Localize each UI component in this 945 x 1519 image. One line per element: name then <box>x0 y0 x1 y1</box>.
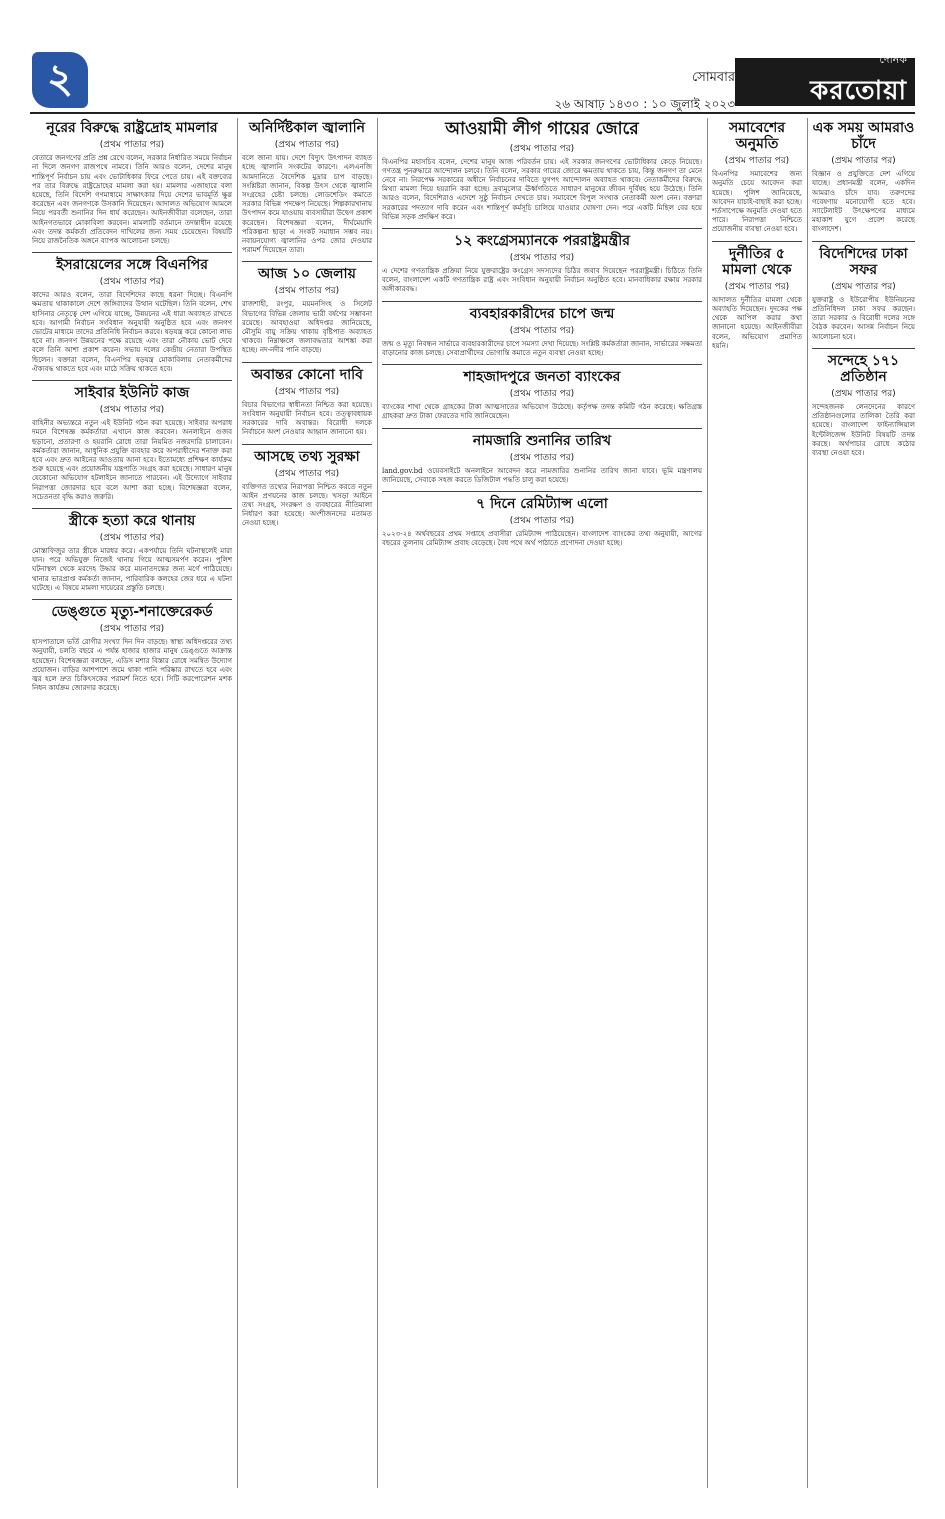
column-4 <box>712 118 802 357</box>
news-article <box>382 120 702 222</box>
news-article <box>712 241 802 351</box>
article-separator <box>242 261 372 262</box>
continuation-note: (প্রথম পাতার পর) <box>509 325 575 336</box>
news-article <box>32 508 232 593</box>
article-separator <box>382 301 702 302</box>
column-5 <box>812 118 915 464</box>
logo-small-text: দৈনিক <box>879 52 907 66</box>
news-article <box>32 252 232 374</box>
continuation-note: (প্রথম পাতার পর) <box>99 624 165 635</box>
article-headline: দুর্নীতির ৫ মামলা থেকে <box>722 245 792 278</box>
continuation-note: (প্রথম পাতার পর) <box>274 286 340 297</box>
news-article <box>32 599 232 693</box>
news-article <box>32 380 232 502</box>
article-body: জন্ম ও মৃত্যু নিবন্ধন সার্ভারে ব্যবহারকারীদের চাপে সমস্যা দেখা দিয়েছে। সংশ্লিষ্ট কর্মকর্তারা জানান, সার্ভারের সক্ষমতা বাড়ানোর কাজ চলছে। সেবাপ্রার্থীদের ভোগান্তি কমাতে নতুন ব্যবস্থা নেওয়া হচ্ছে। <box>382 339 702 357</box>
news-article <box>812 120 915 235</box>
article-separator <box>382 364 702 365</box>
continuation-note: (প্রথম পাতার পর) <box>724 156 790 167</box>
news-article <box>242 261 372 355</box>
article-body: বিজ্ঞান ও প্রযুক্তিতে দেশ এগিয়ে যাচ্ছে। প্রধানমন্ত্রী বলেন, একদিন আমরাও চাঁদে যাব। তরুণদের গবেষণায় মনোযোগী হতে হবে। স্যাটেলাইট উৎক্ষেপণের মাধ্যমে মহাকাশ যুগে প্রবেশ করেছে বাংলাদেশ। <box>812 170 915 234</box>
article-separator <box>382 491 702 492</box>
article-separator <box>242 362 372 363</box>
article-separator <box>32 508 232 509</box>
news-article <box>382 301 702 359</box>
article-headline: সন্দেহে ১৭১ প্রতিষ্ঠান <box>827 352 900 385</box>
article-separator <box>32 599 232 600</box>
article-body: রাজশাহী, রংপুর, ময়মনসিংহ ও সিলেট বিভাগের বিভিন্ন জেলায় ভারী বর্ষণের সম্ভাবনা রয়েছে। আবহাওয়া অধিদপ্তর জানিয়েছে, মৌসুমি বায়ু সক্রিয় থাকায় বৃষ্টিপাত অব্যাহত থাকবে। নিম্নাঞ্চলে জলাবদ্ধতার আশঙ্কা করা হচ্ছে। নদ-নদীর পানি বাড়ছে। <box>242 300 372 355</box>
column-divider <box>237 118 238 1488</box>
article-headline: এক সময় আমরাও চাঁদে <box>812 120 915 153</box>
article-headline: বিদেশিদের ঢাকা সফর <box>819 245 908 278</box>
news-article <box>812 348 915 458</box>
continuation-note: (প্রথম পাতার পর) <box>509 452 575 463</box>
article-separator <box>382 428 702 429</box>
continuation-note: (প্রথম পাতার পর) <box>724 281 790 292</box>
column-3 <box>382 118 702 555</box>
column-divider <box>807 118 808 1488</box>
article-body: land.gov.bd ওয়েবসাইটে অনলাইনে আবেদন করে নামজারির শুনানির তারিখ জানা যাবে। ভূমি মন্ত্রণালয় জানিয়েছে, সেবাকে সহজ করতে ডিজিটাল পদ্ধতি চালু করা হয়েছে। <box>382 466 702 484</box>
article-headline: ইসরায়েলের সঙ্গে বিএনপির <box>56 257 208 274</box>
article-headline: নামজারি শুনানির তারিখ <box>472 432 612 449</box>
article-body: বলে জানা যায়। দেশে বিদ্যুৎ উৎপাদন ব্যাহত হচ্ছে জ্বালানি সংকটের কারণে। এলএনজি আমদানিতে বৈদেশিক মুদ্রার চাপ বাড়ছে। সংশ্লিষ্টরা জানান, বিকল্প উৎস থেকে জ্বালানি সংগ্রহের চেষ্টা চলছে। লোডশেডিং কমাতে সরকার বিভিন্ন পদক্ষেপ নিয়েছে। শিল্পকারখানায় উৎপাদন কমে যাওয়ায় ব্যবসায়ীরা উদ্বেগ প্রকাশ করেছেন। বিশেষজ্ঞরা বলেন, দীর্ঘমেয়াদি পরিকল্পনা ছাড়া এ সংকট সমাধান সম্ভব নয়। নবায়নযোগ্য জ্বালানির ওপর জোর দেওয়ার পরামর্শ দিয়েছেন তারা। <box>242 154 372 255</box>
article-separator <box>32 252 232 253</box>
article-headline: ব্যবহারকারীদের চাপে জন্ম <box>469 305 615 322</box>
article-headline: নূরের বিরুদ্ধে রাষ্ট্রদ্রোহ মামলার <box>46 120 218 136</box>
day-label: সোমবার <box>691 70 735 85</box>
article-body: বেতারে জনগণের প্রতি প্রশ্ন রেখে বলেন, সরকার নির্ধারিত সময়ে নির্বাচন না দিলে জনগণ রাজপথে নামবে। তিনি আরও বলেন, দেশের মানুষ শান্তিপূর্ণ নির্বাচন চায় এবং ভোটাধিকার ফিরে পেতে চায়। এই বক্তব্যের পর তার বিরুদ্ধে রাষ্ট্রদ্রোহের মামলা করা হয়। মামলার এজাহারে বলা হয়েছে, তিনি বিদেশি গণমাধ্যমে সাক্ষাৎকার দিয়ে দেশের ভাবমূর্তি ক্ষুণ্ণ করেছেন এবং জনগণকে উসকানি দিয়েছেন। আদালত অভিযোগ আমলে নিয়ে পরবর্তী শুনানির দিন ধার্য করেছেন। আইনজীবীরা বলেছেন, তারা আইনগতভাবে মোকাবিলা করবেন। মামলাটি বর্তমানে তদন্তাধীন রয়েছে এবং তদন্ত কর্মকর্তা প্রতিবেদন দাখিলের জন্য সময় চেয়েছেন। বিষয়টি নিয়ে রাজনৈতিক অঙ্গনে ব্যাপক আলোচনা চলছে। <box>32 154 232 245</box>
article-body: বিএনপির সমাবেশের জন্য অনুমতি চেয়ে আবেদন করা হয়েছে। পুলিশ জানিয়েছে, আবেদন যাচাই-বাছাই করা হচ্ছে। শর্তসাপেক্ষে অনুমতি দেওয়া হতে পারে। নিরাপত্তা নিশ্চিতে প্রয়োজনীয় ব্যবস্থা নেওয়া হবে। <box>712 170 802 234</box>
article-separator <box>812 241 915 242</box>
continuation-note: (প্রথম পাতার পর) <box>99 533 165 544</box>
continuation-note: (প্রথম পাতার পর) <box>509 253 575 264</box>
article-body: সন্দেহজনক লেনদেনের কারণে প্রতিষ্ঠানগুলোর তালিকা তৈরি করা হয়েছে। বাংলাদেশ ফাইন্যান্সিয়াল ইন্টেলিজেন্স ইউনিট বিষয়টি তদন্ত করছে। অর্থপাচার রোধে কঠোর ব্যবস্থা নেওয়া হবে। <box>812 403 915 458</box>
article-headline: শাহজাদপুরে জনতা ব্যাংকের <box>463 369 621 386</box>
column-divider <box>707 118 708 1488</box>
article-headline: স্ত্রীকে হত্যা করে থানায় <box>68 512 196 529</box>
column-2 <box>242 118 372 535</box>
continuation-note: (প্রথম পাতার পর) <box>509 389 575 400</box>
news-article <box>812 241 915 342</box>
article-body: ব্যাংকের শাখা থেকে গ্রাহকের টাকা আত্মসাতের অভিযোগ উঠেছে। কর্তৃপক্ষ তদন্ত কমিটি গঠন করেছে। ক্ষতিগ্রস্ত গ্রাহকরা দ্রুত টাকা ফেরতের দাবি জানিয়েছেন। <box>382 403 702 421</box>
article-separator <box>32 380 232 381</box>
article-body: এ দেশের গণতান্ত্রিক প্রক্রিয়া নিয়ে যুক্তরাষ্ট্রের কংগ্রেস সদস্যদের চিঠির জবাব দিয়েছেন পররাষ্ট্রমন্ত্রী। চিঠিতে তিনি বলেন, বাংলাদেশ একটি গণতান্ত্রিক রাষ্ট্র এবং সংবিধান অনুযায়ী নির্বাচন অনুষ্ঠিত হবে। মানবাধিকার রক্ষায় সরকার অঙ্গীকারবদ্ধ। <box>382 267 702 294</box>
article-body: মোস্তাফিজুর তার স্ত্রীকে মারধর করে। একপর্যায়ে তিনি ঘটনাস্থলেই মারা যান। পরে অভিযুক্ত নিজেই থানায় গিয়ে আত্মসমর্পণ করেন। পুলিশ ঘটনাস্থল থেকে মরদেহ উদ্ধার করে ময়নাতদন্তের জন্য মর্গে পাঠিয়েছে। থানার ভারপ্রাপ্ত কর্মকর্তা জানান, পারিবারিক কলহের জের ধরে এ ঘটনা ঘটেছে। এ বিষয়ে মামলা দায়েরের প্রস্তুতি চলছে। <box>32 547 232 592</box>
news-article <box>32 120 232 246</box>
continuation-note: (প্রথম পাতার পর) <box>274 140 340 151</box>
article-separator <box>382 228 702 229</box>
article-headline: আজ ১০ জেলায় <box>258 266 356 283</box>
news-article <box>242 120 372 255</box>
article-headline: ডেঙ্গুতে মৃত্যু-শনাক্তেরেকর্ড <box>51 604 213 621</box>
news-article <box>242 444 372 529</box>
article-headline: আসছে তথ্য সুরক্ষা <box>254 448 360 465</box>
article-body: হাসপাতালে ভর্তি রোগীর সংখ্যা দিন দিন বাড়ছে। স্বাস্থ্য অধিদপ্তরের তথ্য অনুযায়ী, চলতি বছরে এ পর্যন্ত হাজার হাজার মানুষ ডেঙ্গুতে আক্রান্ত হয়েছেন। বিশেষজ্ঞরা বলছেন, এডিস মশার বিস্তার রোধে সমন্বিত উদ্যোগ প্রয়োজন। বাড়ির আশপাশে জমে থাকা পানি পরিষ্কার রাখতে হবে এবং জ্বর হলে দ্রুত চিকিৎসকের পরামর্শ নিতে হবে। সিটি করপোরেশন মশক নিধন কার্যক্রম জোরদার করেছে। <box>32 638 232 693</box>
article-headline: সাইবার ইউনিট কাজ <box>74 385 190 402</box>
article-headline: ১২ কংগ্রেসম্যানকে পররাষ্ট্রমন্ত্রীর <box>454 232 630 249</box>
article-separator <box>812 348 915 349</box>
continuation-note: (প্রথম পাতার পর) <box>274 386 340 397</box>
news-article <box>382 428 702 486</box>
continuation-note: (প্রথম পাতার পর) <box>509 516 575 527</box>
article-separator <box>712 241 802 242</box>
column-divider <box>377 118 378 1488</box>
news-article <box>382 364 702 422</box>
continuation-note: (প্রথম পাতার পর) <box>99 405 165 416</box>
article-body: বিএনপির মহাসচিব বলেন, দেশের মানুষ আজ পরিবর্তন চায়। এই সরকার জনগণের ভোটাধিকার কেড়ে নিয়েছে। গণতন্ত্র পুনরুদ্ধারে আন্দোলন চলবে। তিনি বলেন, সরকার গায়ের জোরে ক্ষমতায় থাকতে চায়, কিন্তু জনগণ তা মেনে নেবে না। নিরপেক্ষ সরকারের অধীনে নির্বাচনের দাবিতে যুগপৎ আন্দোলন অব্যাহত থাকবে। নেতাকর্মীদের বিরুদ্ধে মিথ্যা মামলা দিয়ে হয়রানি করা হচ্ছে। দ্রব্যমূল্যের ঊর্ধ্বগতিতে সাধারণ মানুষের জীবন দুর্বিষহ হয়ে উঠেছে। তিনি আরও বলেন, বিদেশিরাও এদেশে সুষ্ঠু নির্বাচন দেখতে চায়। সমাবেশে বিপুল সংখ্যক নেতাকর্মী অংশ নেন। বক্তারা সরকারের পদত্যাগ দাবি করেন এবং শান্তিপূর্ণ কর্মসূচি চালিয়ে যাওয়ার ঘোষণা দেন। পরে একটি মিছিল বের হয়ে বিভিন্ন সড়ক প্রদক্ষিণ করে। <box>382 157 702 221</box>
article-headline: সমাবেশের অনুমতি <box>728 120 786 153</box>
masthead-rule <box>30 112 915 114</box>
date-line: ২৬ আষাঢ় ১৪৩০ : ১০ জুলাই ২০২৩ <box>554 97 735 111</box>
continuation-note: (প্রথম পাতার পর) <box>509 143 575 154</box>
article-body: ২০২৩-২৪ অর্থবছরের প্রথম সপ্তাহে প্রবাসীরা রেমিট্যান্স পাঠিয়েছেন। বাংলাদেশ ব্যাংকের তথ্য অনুযায়ী, আগের বছরের তুলনায় রেমিট্যান্স প্রবাহ বেড়েছে। বৈধ পথে অর্থ পাঠাতে প্রণোদনা দেওয়া হচ্ছে। <box>382 530 702 548</box>
article-body: বিচার বিভাগের স্বাধীনতা নিশ্চিত করা হয়েছে। সংবিধান অনুযায়ী নির্বাচন হবে। তত্ত্বাবধায়ক সরকারের দাবি অবান্তর। বিরোধী দলকে নির্বাচনে অংশ নেওয়ার আহ্বান জানানো হয়। <box>242 400 372 437</box>
page-number-badge: ২ <box>32 52 88 108</box>
continuation-note: (প্রথম পাতার পর) <box>274 468 340 479</box>
column-1 <box>32 118 232 699</box>
continuation-note: (প্রথম পাতার পর) <box>99 277 165 288</box>
newspaper-logo <box>735 52 915 106</box>
news-article <box>382 228 702 295</box>
masthead <box>0 0 945 115</box>
article-body: কাদের আরও বলেন, তারা বিদেশিদের কাছে ধরনা দিচ্ছে। বিএনপি ক্ষমতায় থাকাকালে দেশে জঙ্গিবাদের উত্থান ঘটেছিল। তিনি বলেন, শেখ হাসিনার নেতৃত্বে দেশ এগিয়ে যাচ্ছে, উন্নয়নের এই ধারা অব্যাহত রাখতে হবে। আগামী নির্বাচন সংবিধান অনুযায়ী অনুষ্ঠিত হবে এবং জনগণ ভোটের মাধ্যমে তাদের প্রতিনিধি নির্বাচন করবে। ষড়যন্ত্র করে কোনো লাভ হবে না। জনগণ উন্নয়নের পক্ষে রয়েছে এবং তারা নৌকায় ভোট দেবে বলে তিনি আশা প্রকাশ করেন। সভায় দলের কেন্দ্রীয় নেতারা উপস্থিত ছিলেন। বক্তারা বলেন, বিএনপির ষড়যন্ত্র মোকাবিলায় নেতাকর্মীদের ঐক্যবদ্ধ থাকতে হবে এবং মাঠে সক্রিয় থাকতে হবে। <box>32 291 232 373</box>
article-headline: অনির্দিষ্টকাল জ্বালানি <box>249 120 365 136</box>
news-article <box>242 362 372 438</box>
logo-main-text: করতোয়া <box>810 75 907 106</box>
article-separator <box>242 444 372 445</box>
article-headline: ৭ দিনে রেমিট্যান্স এলো <box>476 496 608 513</box>
article-body: ব্যক্তিগত তথ্যের নিরাপত্তা নিশ্চিত করতে নতুন আইন প্রণয়নের কাজ চলছে। খসড়া আইনে তথ্য সংগ্রহ, সংরক্ষণ ও ব্যবহারের নীতিমালা নির্ধারণ করা হয়েছে। অংশীজনদের মতামত নেওয়া হচ্ছে। <box>242 482 372 528</box>
news-article <box>382 491 702 549</box>
continuation-note: (প্রথম পাতার পর) <box>831 156 896 167</box>
article-headline: অবান্তর কোনো দাবি <box>251 366 363 383</box>
continuation-note: (প্রথম পাতার পর) <box>831 389 896 399</box>
continuation-note: (প্রথম পাতার পর) <box>99 140 165 151</box>
continuation-note: (প্রথম পাতার পর) <box>831 281 896 292</box>
article-body: যুক্তরাষ্ট্র ও ইউরোপীয় ইউনিয়নের প্রতিনিধিদল ঢাকা সফর করছেন। তারা সরকার ও বিরোধী দলের সঙ্গে বৈঠক করবেন। আসন্ন নির্বাচন নিয়ে আলোচনা হবে। <box>812 295 915 341</box>
article-body: বাহিনীর অভ্যন্তরে নতুন এই ইউনিট গঠন করা হয়েছে। সাইবার অপরাধ দমনে বিশেষজ্ঞ কর্মকর্তারা এখানে কাজ করবেন। অনলাইনে গুজব ছড়ানো, প্রতারণা ও হয়রানি রোধে তারা নিয়মিত নজরদারি চালাবেন। কর্মকর্তারা জানান, আধুনিক প্রযুক্তি ব্যবহার করে অপরাধীদের শনাক্ত করা হবে এবং দ্রুত আইনের আওতায় আনা হবে। ইতোমধ্যে প্রশিক্ষণ কার্যক্রম শুরু হয়েছে এবং প্রয়োজনীয় যন্ত্রপাতি সংগ্রহ করা হয়েছে। সাধারণ মানুষ যেকোনো অভিযোগ হটলাইনে জানাতে পারবেন। এই উদ্যোগে সাইবার নিরাপত্তা জোরদার হবে বলে আশা করা হচ্ছে। বিশেষজ্ঞরা বলেন, সচেতনতা বৃদ্ধি করাও জরুরি। <box>32 419 232 501</box>
article-body: আদালত দুর্নীতির মামলা থেকে অব্যাহতি দিয়েছেন। দুদকের পক্ষ থেকে আপিল করার কথা জানানো হয়েছে। আইনজীবীরা বলেন, অভিযোগ প্রমাণিত হয়নি। <box>712 295 802 350</box>
article-headline: আওয়ামী লীগ গায়ের জোরে <box>445 119 639 139</box>
news-article <box>712 120 802 235</box>
